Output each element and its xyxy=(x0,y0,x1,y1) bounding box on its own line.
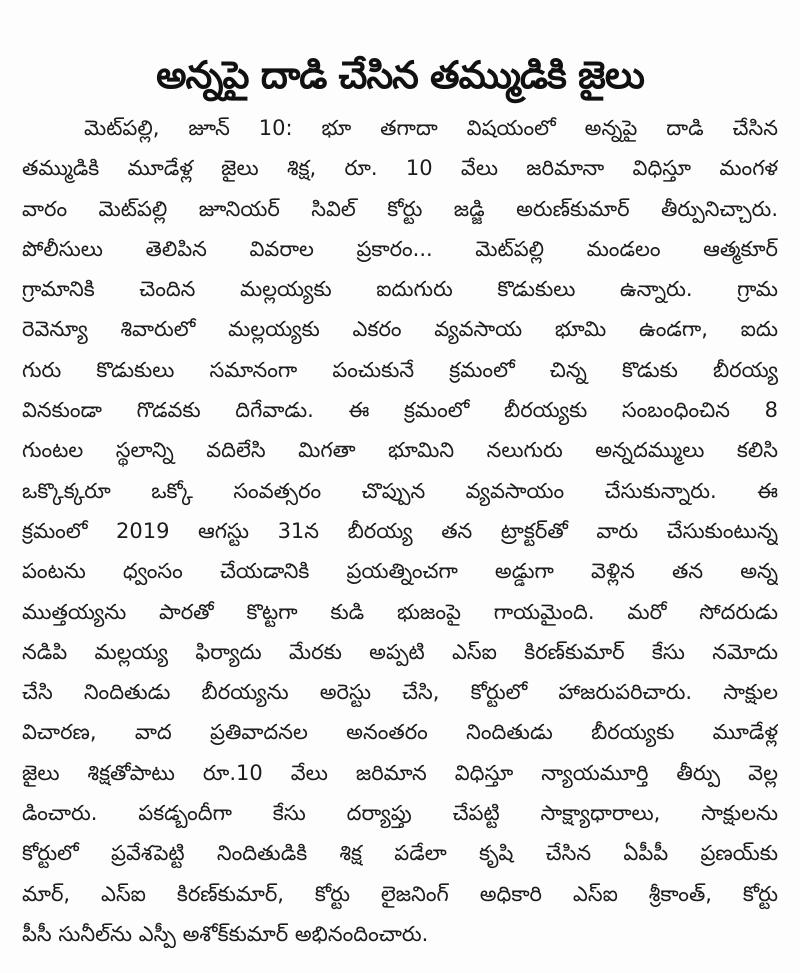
article-line-18: డించారు. పకడ్బందీగా కేసు దర్యాప్తు చేపట్టి సాక్ష్యాధారాలు, సాక్షులను xyxy=(22,801,778,826)
article-line-12: పంటను ధ్వంసం చేయడానికి ప్రయత్నించగా అడ్డుగా వెళ్లిన తన అన్న xyxy=(22,559,778,584)
article-line-10: ఒక్కొక్కరూ ఒక్కో సంవత్సరం చొప్పున వ్యవసాయం చేసుకున్నారు. ఈ xyxy=(22,478,778,503)
article-line-19: కోర్టులో ప్రవేశపెట్టి నిందితుడికి శిక్ష పడేలా కృషి చేసిన ఏపీపీ ప్రణయ్‌కు xyxy=(22,841,778,866)
article-line-6: రెవెన్యూ శివారులో మల్లయ్యకు ఎకరం వ్యవసాయ భూమి ఉండగా, ఐదు xyxy=(22,317,778,342)
article-line-3: వారం మెట్‌పల్లి జూనియర్ సివిల్ కోర్టు జడ్జి అరుణ్‌కుమార్ తీర్పునిచ్చారు. xyxy=(22,196,778,221)
article-line-5: గ్రామానికి చెందిన మల్లయ్యకు ఐదుగురు కొడుకులు ఉన్నారు. గ్రామ xyxy=(22,277,778,302)
article-line-4: పోలీసులు తెలిపిన వివరాల ప్రకారం... మెట్‌పల్లి మండలం ఆత్మకూర్ xyxy=(22,236,778,261)
article-line-21: పీసీ సునీల్‌ను ఎస్పీ అశోక్‌కుమార్ అభినందించారు. xyxy=(22,921,429,946)
article-line-1: మెట్‌పల్లి, జూన్ 10: భూ తగాదా విషయంలో అన్నపై దాడి చేసిన xyxy=(84,116,778,140)
article-line-11: క్రమంలో 2019 ఆగస్టు 31న బీరయ్య తన ట్రాక్టర్‌తో వారు చేసుకుంటున్న xyxy=(22,518,778,543)
article-line-17: జైలు శిక్షతోపాటు రూ.10 వేలు జరిమాన విధిస్తూ న్యాయమూర్తి తీర్పు వెల్ల xyxy=(22,760,778,785)
article-body xyxy=(22,108,778,954)
article-line-9: గుంటల స్థలాన్ని వదిలేసి మిగతా భూమిని నలుగురు అన్నదమ్ములు కలిసి xyxy=(22,438,778,463)
article-line-13: ముత్తయ్యను పారతో కొట్టగా కుడి భుజంపై గాయమైంది. మరో సోదరుడు xyxy=(22,599,778,624)
article-line-7: గురు కొడుకులు సమానంగా పంచుకునే క్రమంలో చిన్న కొడుకు బీరయ్య xyxy=(22,357,778,382)
article-line-16: విచారణ, వాద ప్రతివాదనల అనంతరం నిందితుడు బీరయ్యకు మూడేళ్ల xyxy=(22,720,778,745)
article-line-20: మార్, ఎస్ఐ కిరణ్‌కుమార్, కోర్టు లైజనింగ్ అధికారి ఎస్ఐ శ్రీకాంత్, కోర్టు xyxy=(22,881,778,906)
article-headline: అన్నపై దాడి చేసిన తమ్ముడికి జైలు xyxy=(156,53,644,98)
article-line-8: వినకుండా గొడవకు దిగేవాడు. ఈ క్రమంలో బీరయ్యకు సంబంధించిన 8 xyxy=(22,398,778,423)
article-line-14: నడిపి మల్లయ్య ఫిర్యాదు మేరకు అప్పటి ఎస్ఐ కిరణ్‌కుమార్ కేసు నమోదు xyxy=(22,639,778,664)
article-line-15: చేసి నిందితుడు బీరయ్యను అరెస్టు చేసి, కోర్టులో హాజరుపరిచారు. సాక్షుల xyxy=(22,680,778,705)
article-line-2: తమ్ముడికి మూడేళ్ల జైలు శిక్ష, రూ. 10 వేలు జరిమానా విధిస్తూ మంగళ xyxy=(22,156,778,181)
